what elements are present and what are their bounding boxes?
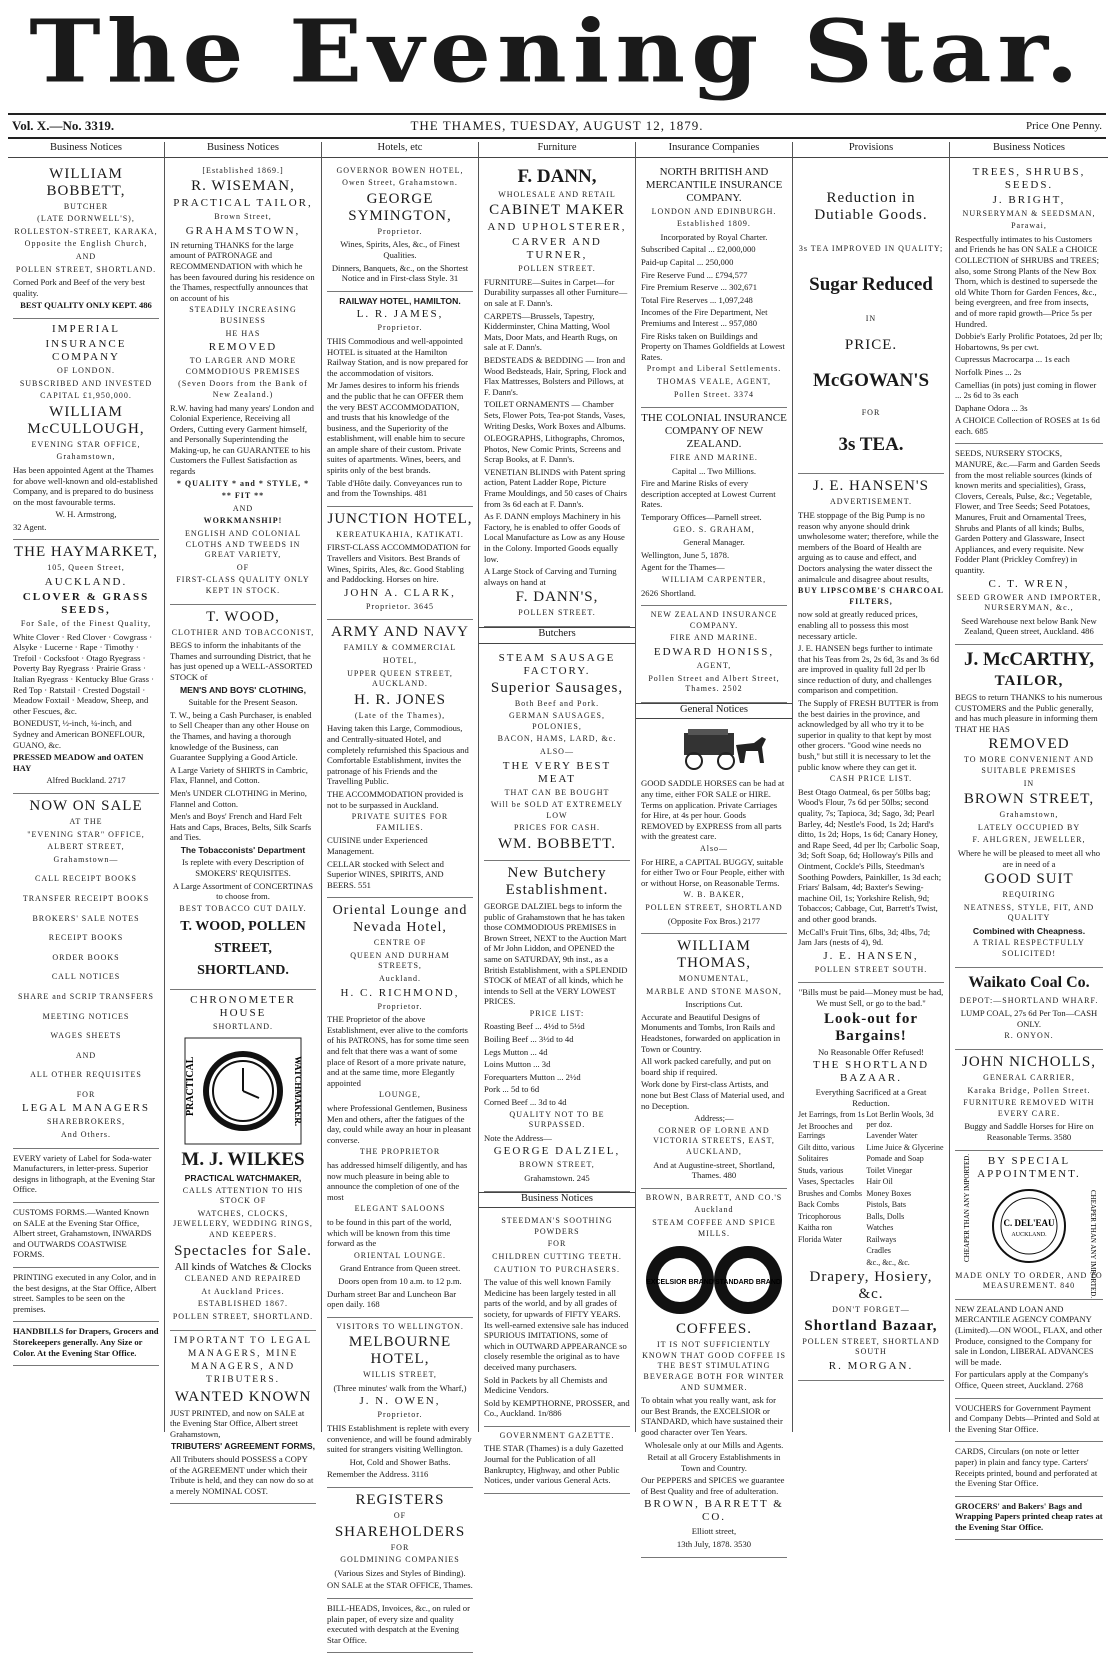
section-heading-general-notices: General Notices	[636, 703, 792, 720]
ad-wiseman-tailor: [Established 1869.] R. WISEMAN, PRACTICAL TAILOR, Brown Street, GRAHAMSTOWN, IN returning THANKS for the large amount of PATRONAGE and RECOMMENDATION with which he has been favoured during his residence on the Thames, respectfully announces that on account of his STEADILY INCREASING BUSINESS HE HAS REMOVED TO LARGER AND MORE COMMODIOUS PREMISES (Seven Doors from the Bank of New Zealand.) R.W. having had many years' London and Colonial Experience, Receiving all Orders, Cutting every Garment himself, and Personally Superintending the Making-up, he can GUARANTEE to his Customers the Fullest Satisfaction as regards * QUALITY * and * STYLE, * ** FIT ** AND WORKMANSHIP! ENGLISH AND COLONIAL CLOTHS AND TWEEDS IN GREAT VARIETY, OF FIRST-CLASS QUALITY ONLY KEPT IN STOCK.	[170, 162, 316, 605]
ad-wren-seeds: SEEDS, NURSERY STOCKS, MANURE, &c.—Farm and Garden Seeds from the most reliable sources (kinds of known merits and specialities), Grass, Clovers, Cereals, Pulse, &c.; Vegetable, Flower, and Tree Seeds; Seed Potatoes, Manures, Fruit and Ornamental Trees, Shrubs and Plants of all kinds; Bulbs, Garden Pottery and Glassware, Insect Appliances, and every requisite. New Fodder Plant (Prickley Comfrey) in quantity. C. T. WREN, SEED GROWER AND IMPORTER, NURSERYMAN, &c., Seed Warehouse next below Bank New Zealand, Queen street, Auckland. 486	[955, 444, 1103, 645]
ad-melbourne-hotel: VISITORS TO WELLINGTON. MELBOURNE HOTEL, WILLIS STREET, (Three minutes' walk from the Wharf,) J. N. OWEN, Proprietor. THIS Establishment is replete with every convenience, and will be found admirably suited for strangers visiting Wellington. Hot, Cold and Shower Baths. Remember the Address. 3116	[327, 1318, 473, 1488]
ad-dalziel-butchery: New Butchery Establishment. GEORGE DALZIEL begs to inform the public of Grahamstown that he has taken those COMMODIOUS PREMISES in Brown Street, NEXT to the Auction Mart of Mr John Liddon, and OPENED the same on SATURDAY, 9th inst., as a British Establishment, with a SPLENDID STOCK of MEAT of all kinds, which he intends to Sell at the VERY LOWEST PRICES. PRICE LIST: Roasting Beef ... 4½d to 5½d Boiling Beef ... 3½d to 4d Legs Mutton ... 4d Loins Mutton ... 3d Forequarters Mutton ... 2½d Pork ... 5d to 6d Corned Beef ... 3d to 4d QUALITY NOT TO BE SURPASSED. Note the Address— GEORGE DALZIEL, BROWN STREET, Grahamstown. 245	[484, 861, 630, 1192]
seal-side-text-right: CHEAPER THAN ANY IMPORTED.	[1089, 1189, 1097, 1298]
bazaar-goods-list: Jet Earrings, from 1s Jet Brooches and Earrings Gilt ditto, various Solitaires Studs, various Vases, Spectacles Brushes and Combs Back Combs Tricophorous Kaitha ron Florida Water Lot Berlin Wools, 3d per doz. Lavender Water Lime Juice & Glycerine Pomade and Soap Toilet Vinegar Hair Oil Money Boxes Pistols, Bats Balls, Dolls Watches Railways Cradles &c., &c., &c.	[798, 1110, 944, 1267]
standard-brand-label: STANDARD BRAND	[715, 1279, 781, 1287]
del-eau-seal	[959, 1153, 1099, 1298]
ad-colonial-insurance: THE COLONIAL INSURANCE COMPANY OF NEW ZEALAND. FIRE AND MARINE. Capital ... Two Millions. Fire and Marine Risks of every description accepted at Lowest Current Rates. Temporary Offices—Parnell street. GEO. S. GRAHAM, General Manager. Wellington, June 5, 1878. Agent for the Thames— WILLIAM CARPENTER, 2626 Shortland.	[641, 408, 787, 606]
ad-north-british-insurance: NORTH BRITISH AND MERCANTILE INSURANCE COMPANY. LONDON AND EDINBURGH. Established 1809. Incorporated by Royal Charter. Subscribed Capital ... £2,000,000 Paid-up Capital ... 250,000 Fire Reserve Fund ... £794,577 Fire Premium Reserve ... 302,671 Total Fire Reserves ... 1,097,248 Incomes of the Fire Department, Net Premiums and Interest ... 957,080 Fire Risks taken on Buildings and Property on Thames Goldfields at Lowest Rates. Prompt and Liberal Settlements. THOMAS VEALE, AGENT, Pollen Street. 3374	[641, 162, 787, 409]
ad-wilkes-watchmaker: CHRONOMETER HOUSE SHORTLAND. PRACTICAL WATCHMAKER. M. J. WILKES PRACTICAL WATCHMAKER, CALLS ATTENTION TO HIS STOCK OF WATCHES, CLOCKS, JEWELLERY, WEDDING RINGS, AND KEEPERS. Spectacles for Sale. All kinds of Watches & Clocks CLEANED AND REPAIRED At Auckland Prices. ESTABLISHED 1867. POLLEN STREET, SHORTLAND.	[170, 990, 316, 1330]
place-date: THE THAMES, TUESDAY, AUGUST 12, 1879.	[410, 118, 704, 133]
ad-railway-hotel: RAILWAY HOTEL, HAMILTON. L. R. JAMES, Proprietor. THIS Commodious and well-appointed HOTEL is situated at the Hamilton Railway Station, and is now prepared for the accommodation of visitors. Mr James desires to inform his friends and the public that he can OFFER them the very BEST ACCOMMODATION, and trusts that his knowledge of the business, and the Superiority of the establishment, will enable him to secure an ample share of their custom. Private suites of apartments. Wines, beers, and spirits only of the best brands. Table d'Hôte daily. Conveyances run to and from the Townships. 481	[327, 292, 473, 507]
ad-saddle-horses: GOOD SADDLE HORSES can be had at any time, either FOR SALE or HIRE. Terms on application. Private Carriages for Hire, at 4s per hour. Goods REMOVED by EXPRESS from all parts with the greatest care. Also— For HIRE, a CAPITAL BUGGY, suitable for either Two or Four People, either with or without Horse, on Reasonable Terms. W. B. BAKER, POLLEN STREET, SHORTLAND (Opposite Fox Bros.) 2177	[641, 774, 787, 934]
ad-shortland-bazaar: "Bills must be paid—Money must be had, We must Sell, or go to the bad." Look-out for Bargains! No Reasonable Offer Refused! THE SHORTLAND BAZAAR. Everything Sacrificed at a Great Reduction. Jet Earrings, from 1s Jet Brooches and Earrings Gilt ditto, various Solitaires Studs, various Vases, Spectacles Brushes and Combs Back Combs Tricophorous Kaitha ron Florida Water Lot Berlin Wools, 3d per doz. Lavender Water Lime Juice & Glycerine Pomade and Soap Toilet Vinegar Hair Oil Money Boxes Pistols, Bats Balls, Dolls Watches Railways Cradles &c., &c., &c. Drapery, Hosiery, &c. DON'T FORGET— Shortland Bazaar, POLLEN STREET, SHORTLAND SOUTH R. MORGAN.	[798, 983, 944, 1381]
ad-steedmans-powders: STEEDMAN'S SOOTHING POWDERS FOR CHILDREN CUTTING TEETH. CAUTION TO PURCHASERS. The value of this well known Family Medicine has been largely tested in all parts of the world, and by all grades of society, for upwards of FIFTY YEARS. Its well-earned extensive sale has induced SPURIOUS IMITATIONS, some of which in OUTWARD APPEARANCE so closely resemble the original as to have deceived many purchasers. Sold in Packets by all Chemists and Medicine Vendors. Sold by KEMPTHORNE, PROSSER, and Co., Auckland. 1n/886	[484, 1212, 630, 1427]
ad-del-eau-special-appointment: BY SPECIAL APPOINTMENT. CHEAPER THAN ANY IMPORTED. CHEAPER THAN ANY IMPORTED. C. DEL'EAU AUCKLAND. MADE ONLY TO ORDER, AND TO MEASUREMENT. 840	[955, 1151, 1103, 1300]
column-heading: Business Notices	[950, 142, 1108, 158]
newspaper-title: The Evening Star.	[29, 0, 1085, 103]
ad-registers: REGISTERS OF SHAREHOLDERS FOR GOLDMINING COMPANIES (Various Sizes and Styles of Binding). ON SALE at the STAR OFFICE, Thames.	[327, 1488, 473, 1599]
column-heading: Furniture	[479, 142, 635, 158]
ad-governor-bowen-hotel: GOVERNOR BOWEN HOTEL, Owen Street, Grahamstown. GEORGE SYMINGTON, Proprietor. Wines, Spirits, Ales, &c., of Finest Qualities. Dinners, Banquets, &c., on the Shortest Notice and in First-class Style. 31	[327, 162, 473, 292]
ad-printing: PRINTING executed in any Color, and in the best designs, at the Star Office, Albert street. Samples to be seen on the premises.	[13, 1268, 159, 1322]
side-label-practical: PRACTICAL	[185, 1056, 196, 1117]
coffee-brand-logos	[644, 1242, 784, 1318]
ad-bobbett-butcher: WILLIAM BOBBETT, BUTCHER (LATE DORNWELL'S), ROLLESTON-STREET, KARAKA, Opposite the English Church, AND POLLEN STREET, SHORTLAND. Corned Pork and Beef of the very best quality. BEST QUALITY ONLY KEPT. 486	[13, 162, 159, 319]
ad-cards-circulars: CARDS, Circulars (on note or letter paper) in plain and fancy type. Carters' Receipts printed, bound and perforated at the Evening Star Office.	[955, 1442, 1103, 1496]
seal-place: AUCKLAND.	[1011, 1231, 1047, 1238]
ad-bright-nurseryman: TREES, SHRUBS, SEEDS. J. BRIGHT, NURSERYMAN & SEEDSMAN, Parawai, Respectfully intimates to his Customers and Friends he has ON SALE a CHOICE COLLECTION of SHRUBS and TREES; also, some Strong Plants of the New Box Thorn, which is destined to supersede the old White Thorn for Garden Fences, &c., being evergreen, and free from insects, and of more rapid growth—Price 5s per Hundred. Dobbie's Early Prolific Potatoes, 2d per lb; Hobartowns, 9s per cwt. Cupressus Macrocarpa ... 1s each Norfolk Pines ... 2s Camellias (in pots) just coming in flower ... 2s 6d to 3s each Daphane Odora ... 3s A CHOICE Collection of ROSES at 1s 6d each. 685	[955, 162, 1103, 445]
column-5	[636, 142, 793, 1550]
ad-now-on-sale: NOW ON SALE AT THE "EVENING STAR" OFFICE, ALBERT STREET, Grahamstown— CALL RECEIPT BOOKS TRANSFER RECEIPT BOOKS BROKERS' SALE NOTES RECEIPT BOOKS ORDER BOOKS CALL NOTICES SHARE and SCRIP TRANSFERS MEETING NOTICES WAGES SHEETS AND ALL OTHER REQUISITES FOR LEGAL MANAGERS SHAREBROKERS, And Others.	[13, 794, 159, 1149]
column-1	[8, 142, 165, 1432]
ad-waikato-coal: Waikato Coal Co. DEPOT:—SHORTLAND WHARF. LUMP COAL, 27s 6d Per Ton—CASH ONLY. R. ONYON.	[955, 968, 1103, 1050]
column-3	[322, 142, 479, 1645]
ad-t-wood-clothier: T. WOOD, CLOTHIER AND TOBACCONIST, BEGS to inform the inhabitants of the Thames and surrounding District, that he has just opened up a WELL-ASSORTED STOCK of MEN'S AND BOYS' CLOTHING, Suitable for the Present Season. T. W., being a Cash Purchaser, is enabled to Sell Cheaper than any other House on the Thames, and having a thorough knowledge of the Business, can Guarantee Supplying a Good Article. A Large Variety of SHIRTS in Cambric, Flax, Flannel, and Cotton. Men's UNDER CLOTHING in Merino, Flannel and Cotton. Men's and Boys' French and Hard Felt Hats and Caps, Braces, Belts, Silk Scarfs and Ties. The Tobacconists' Department Is replete with every Description of SMOKERS' REQUISITES. A Large Assortment of CONCERTINAS to choose from. BEST TOBACCO CUT DAILY. T. WOOD, POLLEN STREET, SHORTLAND.	[170, 605, 316, 991]
price: Price One Penny.	[1026, 120, 1102, 132]
column-heading: Hotels, etc	[322, 142, 478, 158]
ad-nz-loan-agency: NEW ZEALAND LOAN AND MERCANTILE AGENCY COMPANY (Limited).—ON WOOL, FLAX, and other Produce, consigned to the Company for sale in London, LIBERAL ADVANCES will be made. For particulars apply at the Company's Office, Queen street, Auckland. 2768	[955, 1300, 1103, 1399]
seal-name: C. DEL'EAU	[1003, 1217, 1055, 1228]
ad-junction-hotel: JUNCTION HOTEL, KEREATUKAHIA, KATIKATI. FIRST-CLASS ACCOMMODATION for Travellers and Visitors. Best Brands of Wines, Spirits, Ales, &c. Good Stabling and Paddocking. Horses on hire. JOHN A. CLARK, Proprietor. 3645	[327, 507, 473, 621]
ad-mcgowans-tea: Reduction in Dutiable Goods. 3s TEA IMPROVED IN QUALITY; Sugar Reduced IN PRICE. McGOWAN'S FOR 3s TEA.	[798, 162, 944, 475]
ad-f-dann: F. DANN, WHOLESALE AND RETAIL CABINET MAKER AND UPHOLSTERER, CARVER AND TURNER, POLLEN STREET. FURNITURE—Suites in Carpet—for Durability surpasses all other Furniture—on sale at F. Dann's. CARPETS—Brussels, Tapestry, Kidderminster, China Matting, Wool Mats, Door Mats, and Hearth Rugs, on sale at F. Dann's. BEDSTEADS & BEDDING — Iron and Wood Bedsteads, Hair, Spring, Flock and Flax Mattresses, Bolsters and Pillows, at F. Dann's. TOILET ORNAMENTS — Chamber Sets, Flower Pots, Tea-pot Stands, Vases, Writing Desks, Work Boxes and Albums. OLEOGRAPHS, Lithographs, Chromos, Photos, New Comic Prints, Screens and Scrap Books, at F. Dann's. VENETIAN BLINDS with Patent spring action, Patent Ladder Rope, Picture Frame Mouldings, and 50 cases of Chairs from 3s 6d each at F. Dann's. As F. DANN employs Machinery in his Factory, he is enabled to offer Goods of Local Manufacture as Low as any House in the Colony. Imported Goods equally low. A Large Stock of Carving and Turning always on hand at F. DANN'S, POLLEN STREET.	[484, 162, 630, 627]
ad-haymarket-seeds: THE HAYMARKET, 105, Queen Street, AUCKLAND. CLOVER & GRASS SEEDS, For Sale, of the Finest Quality, White Clover · Red Clover · Cowgrass · Alsyke · Lucerne · Rape · Timothy · Trefoil · Cocksfoot · Otago Ryegrass · Poverty Bay Ryegrass · Prairie Grass · Italian Ryegrass · Kentucky Blue Grass · Red Top · Ratstail · Crested Dogstail · Meadow Foxtail · Meadow, Sheep, and other Fescues, &c. BONEDUST, ½-inch, ¼-inch, and Sydney and American BONEFLOUR, GUANO, &c. PRESSED MEADOW and OATEN HAY Alfred Buckland. 2717	[13, 540, 159, 794]
masthead	[0, 0, 1114, 110]
ad-customs-forms: CUSTOMS FORMS.—Wanted Known on SALE at the Evening Star Office, Albert street, Grahamstown, INWARDS and OUTWARDS COASTWISE FORMS.	[13, 1203, 159, 1268]
section-heading-business-notices: Business Notices	[479, 1192, 635, 1209]
ad-government-gazette: GOVERNMENT GAZETTE. THE STAR (Thames) is a duly Gazetted Journal for the Publication of all Bankruptcy, Highway, and other Public Notices, under various General Acts.	[484, 1427, 630, 1494]
ad-handbills: HANDBILLS for Drapers, Grocers and Storekeepers generally. Any Size or Color. At the Evening Star Office.	[13, 1322, 159, 1366]
excelsior-brand-label: EXCELSIOR BRAND	[646, 1279, 714, 1287]
section-heading-butchers: Butchers	[479, 627, 635, 644]
ad-nicholls-carrier: JOHN NICHOLLS, GENERAL CARRIER, Karaka Bridge, Pollen Street. FURNITURE REMOVED WITH EVERY CARE. Buggy and Saddle Horses for Hire on Reasonable Terms. 3580	[955, 1050, 1103, 1151]
seal-side-text-left: CHEAPER THAN ANY IMPORTED.	[963, 1153, 971, 1262]
ad-hansen-advertisement: J. E. HANSEN'S ADVERTISEMENT. THE stoppage of the Big Pump is no reason why anyone should drink unwholesome water; therefore, while the members of the Board of Health are arguing as to cause and effect, and Doctors analysing the water dissect the animalcule and disagree about results, BUY LIPSCOMBE'S CHARCOAL FILTERS, now sold at greatly reduced prices, enabling all to possess this most necessary article. J. E. HANSEN begs further to intimate that his Teas from 2s, 2s 6d, 3s and 3s 6d are improved in quality full 2d per lb since reduction of duty, and challenges comparison and competition. The Supply of FRESH BUTTER is from the best dairies in the province, and acknowledged by all who try it to be superior in quality to that kept by most other grocers. "Good wine needs no bush," but still it is necessary to let the public know where they can get it. CASH PRICE LIST. Best Otago Oatmeal, 6s per 50lbs bag; Wood's Flour, 7s 6d per 50lbs; second quality, 7s; Tapioca, 3d; Sago, 3d; Pearl Barley, 4d; Nestle's Food, 1s 2d; Hard's ditto, 1s 2d; Hops, 1s 6d; Canary Honey, and Rape Seed, 4d per lb; Carbolic Soap, 3d; Soft Soap, 6d; Holloway's Pills and Ointment, Cockle's Pills, Steedman's Soothing Powders, Painkiller, 1s 3d each; Friars' Balsam, 4d; Baxter's Sewing-machine Oil, 1s; Yorkshire Relish, 9d; Tobaccos; Cabbage, Cut, Barrett's Twist, and other good brands. McCall's Fruit Tins, 6lbs, 3d; 4lbs, 7d; Jam Jars (nests of 4), 9d. J. E. HANSEN, POLLEN STREET SOUTH.	[798, 474, 944, 983]
ad-imperial-insurance: IMPERIAL INSURANCE COMPANY OF LONDON. SUBSCRIBED AND INVESTED CAPITAL £1,950,000. WILLIAM McCULLOUGH, EVENING STAR OFFICE, Grahamstown, Has been appointed Agent at the Thames for above well-known and old-established Company, and is prepared to do business on the most favourable terms. W. H. Armstrong, 32 Agent.	[13, 319, 159, 541]
ad-mccarthy-tailor: J. McCARTHY, TAILOR, BEGS to return THANKS to his numerous CUSTOMERS and the Public generally, and has much pleasure in informing them THAT HE HAS REMOVED TO MORE CONVENIENT AND SUITABLE PREMISES IN BROWN STREET, Grahamstown, LATELY OCCUPIED BY F. AHLGREN, JEWELLER, Where he will be pleased to meet all who are in need of a GOOD SUIT REQUIRING NEATNESS, STYLE, FIT, AND QUALITY Combined with Cheapness. A TRIAL RESPECTFULLY SOLICITED!	[955, 645, 1103, 968]
ad-oriental-lounge: Oriental Lounge and Nevada Hotel, CENTRE OF QUEEN AND DURHAM STREETS, Auckland. H. C. RICHMOND, Proprietor. THE Proprietor of the above Establishment, ever alive to the comforts of his PATRONS, has for some time seen and felt that there was a want of some place of Resort of a more private nature, and at the same time, more Elegantly appointed LOUNGE, where Professional Gentlemen, Business Men and others, after the fatigues of the day, could while away an hour in pleasant converse. THE PROPRIETOR has addressed himself diligently, and has now much pleasure in being able to announce the completion of one of the most ELEGANT SALOONS to be found in this part of the world, which will be known from this time forward as the ORIENTAL LOUNGE. Grand Entrance from Queen street. Doors open from 10 a.m. to 12 p.m. Durham street Bar and Luncheon Bar open daily. 168	[327, 898, 473, 1317]
horse-carriage-illustration	[654, 723, 774, 771]
column-4	[479, 142, 636, 1486]
ad-steam-sausage: STEAM SAUSAGE FACTORY. Superior Sausages, Both Beef and Pork. GERMAN SAUSAGES, POLONIES, BACON, HAMS, LARD, &c. ALSO— THE VERY BEST MEAT THAT CAN BE BOUGHT Will be SOLD AT EXTREMELY LOW PRICES FOR CASH. WM. BOBBETT.	[484, 648, 630, 861]
column-7	[950, 142, 1108, 1532]
column-heading: Business Notices	[165, 142, 321, 158]
side-label-watchmaker: WATCHMAKER.	[293, 1056, 303, 1127]
ad-bill-heads: BILL-HEADS, Invoices, &c., on ruled or plain paper, of every size and quality executed with despatch at the Evening Star Office.	[327, 1599, 473, 1653]
volume-number: Vol. X.—No. 3319.	[12, 118, 115, 133]
columns	[8, 142, 1108, 1645]
ad-tributers-agreement: IMPORTANT TO LEGAL MANAGERS, MINE MANAGERS, AND TRIBUTERS. WANTED KNOWN JUST PRINTED, and now on SALE at the Evening Star Office, Albert street Grahamstown, TRIBUTERS' AGREEMENT FORMS, All Tributers should POSSESS a COPY of the AGREEMENT under which their Tribute is held, and they can now do so at a merely NOMINAL COST.	[170, 1331, 316, 1505]
dateline	[8, 113, 1106, 139]
ad-nz-insurance: NEW ZEALAND INSURANCE COMPANY. FIRE AND MARINE. EDWARD HONISS, AGENT, Pollen Street and Albert Street, Thames. 2502	[641, 606, 787, 703]
column-6	[793, 142, 950, 1432]
column-heading: Provisions	[793, 142, 949, 158]
clock-illustration	[183, 1036, 303, 1146]
ad-william-thomas-mason: WILLIAM THOMAS, MONUMENTAL, MARBLE AND STONE MASON, Inscriptions Cut. Accurate and Beautiful Designs of Monuments and Tombs, Iron Rails and Headstones, forwarded on application in Town or Country. All work packed carefully, and put on board ship if required. Work done by First-class Artists, and none but Best Class of Material used, and no Deception. Address;— CORNER OF LORNE AND VICTORIA STREETS, EAST, AUCKLAND, And at Augustine-street, Shortland, Thames. 480	[641, 934, 787, 1189]
ad-army-navy-hotel: ARMY AND NAVY FAMILY & COMMERCIAL HOTEL, UPPER QUEEN STREET, AUCKLAND. H. R. JONES (Late of the Thames), Having taken this Large, Commodious, and Centrally-situated Hotel, and completely refurnished this Spacious and Comfortable Establishment, invites the patronage of his Friends and the Travelling Public. THE ACCOMMODATION provided is not to be surpassed in Auckland. PRIVATE SUITES FOR FAMILIES. CUISINE under Experienced Management. CELLAR stocked with Select and Superior WINES, SPIRITS, AND BEERS. 551	[327, 620, 473, 898]
ad-labels: EVERY variety of Label for Soda-water Manufacturers, in letter-press. Superior designs in lithograph, at the Evening Star Office.	[13, 1149, 159, 1203]
column-heading: Business Notices	[8, 142, 164, 158]
ad-grocers-bags: GROCERS' and Bakers' Bags and Wrapping Papers printed cheap rates at the Evening Star Office.	[955, 1497, 1103, 1541]
column-2	[165, 142, 322, 1496]
column-heading: Insurance Companies	[636, 142, 792, 158]
ad-vouchers: VOUCHERS for Government Payment and Company Debts—Printed and Sold at the Evening Star Office.	[955, 1399, 1103, 1443]
ad-brown-barrett-coffee: BROWN, BARRETT, AND CO.'S Auckland STEAM COFFEE AND SPICE MILLS. EXCELSIOR BRAND STANDARD BRAND COFFEES. IT IS NOT SUFFICIENTLY KNOWN THAT GOOD COFFEE IS THE BEST STIMULATING BEVERAGE BOTH FOR WINTER AND SUMMER. To obtain what you really want, ask for our Best Brands, the EXCELSIOR or STANDARD, which have sustained their good character over Ten Years. Wholesale only at our Mills and Agents. Retail at all Grocery Establishments in Town and Country. Our PEPPERS and SPICES we guarantee of Best Quality and free of adulteration. BROWN, BARRETT & CO. Elliott street, 13th July, 1878. 3530	[641, 1189, 787, 1558]
